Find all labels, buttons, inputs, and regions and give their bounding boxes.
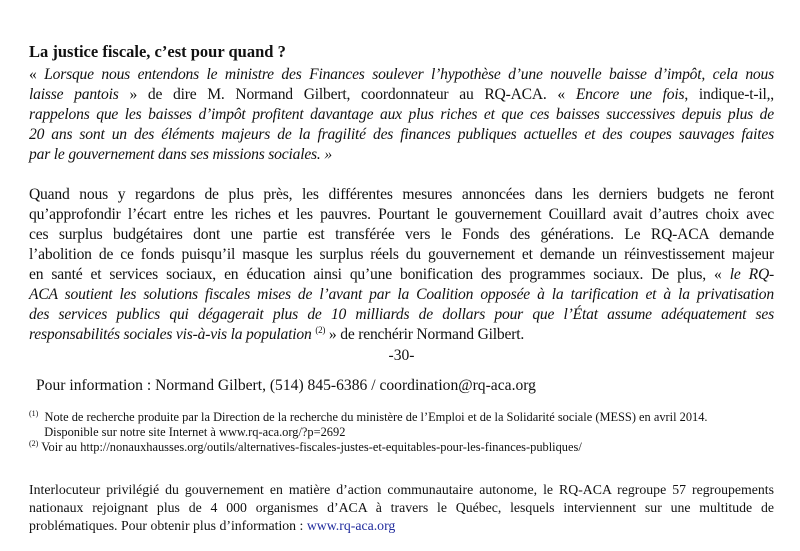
text-line <box>29 305 774 325</box>
italic-text: le RQ- <box>729 266 774 283</box>
contact-info: Pour information : Normand Gilbert, (514) 845-6386 / coordination@rq-aca.org <box>36 377 536 394</box>
italic-text: laisse pantois <box>29 86 119 103</box>
text: l’abolition de ce fonds puisqu’il masque les surplus réels du gouvernement et demande un réinvestissement majeur <box>29 246 774 263</box>
footnote-marker: (1) <box>29 409 39 418</box>
footnotes <box>29 410 708 455</box>
quote-paragraph <box>29 65 774 165</box>
website-link[interactable]: www.rq-aca.org <box>306 518 396 533</box>
text-line <box>29 65 774 85</box>
text-line <box>29 245 774 265</box>
text-line <box>29 225 774 245</box>
text-line <box>29 325 774 345</box>
text: qu’approfondir l’écart entre les riches et les pauvres. Pourtant le gouvernement Couillard avait d’autres choix avec <box>29 206 774 223</box>
italic-text: 20 ans sont un des éléments majeurs de la fragilité des finances publiques actuelles et des coupes sauvages faites <box>29 126 774 143</box>
italic-text: rappelons que les baisses d’impôt profitent davantage aux plus riches et que ces baisses successives depuis plus de <box>29 106 774 123</box>
footnote-text: Note de recherche produite par la Direction de la recherche du ministère de l’Emploi et de la Solidarité sociale (MESS) en avril 2014. <box>44 410 708 424</box>
body-paragraph <box>29 185 774 345</box>
text-line <box>29 205 774 225</box>
text: « <box>29 66 45 83</box>
text: » de renchérir Normand Gilbert. <box>325 326 525 343</box>
text-line <box>29 125 774 145</box>
text-line <box>29 85 774 105</box>
text-line <box>29 285 774 305</box>
footnote-1-continuation <box>29 425 708 440</box>
italic-text: Lorsque nous entendons le ministre des Finances soulever l’hypothèse d’une nouvelle baisse d’impôt, cela nous <box>44 66 774 83</box>
italic-text: Encore une fois <box>575 86 685 103</box>
end-mark: -30- <box>388 347 415 364</box>
footnote-reference: (2) <box>315 325 326 335</box>
footnote-2 <box>29 440 708 455</box>
italic-text: par le gouvernement dans ses missions sociales. » <box>29 146 332 163</box>
text: Quand nous y regardons de plus près, les différentes mesures annoncées dans les derniers budgets ne feront <box>29 186 774 203</box>
footnote-continuation-text: Disponible sur notre site Internet à www.rq-aca.org/?p=2692 <box>44 425 346 439</box>
text: ces surplus budgétaires dont une partie est transférée vers le Fonds des générations. Le RQ-ACA demande <box>29 226 774 243</box>
footnote-text: Voir au http://nonauxhausses.org/outils/alternatives-fiscales-justes-et-equitables-pour-les-finances-publiques/ <box>41 440 582 454</box>
text: en santé et services sociaux, en éducation ainsi qu’une bonification des programmes sociaux. De plus, « <box>29 266 730 283</box>
text: , indique-t-il,, <box>684 86 774 103</box>
about-text: Interlocuteur privilégié du gouvernement en matière d’action communautaire autonome, le RQ-ACA regroupe 57 regroupements nationaux rejoignant plus de 4 000 organismes d’ACA à travers le Québec, lesquels interviennent sur une multitude de problématiques. Pour obtenir plus d’information : <box>29 482 774 533</box>
document-title: La justice fiscale, c’est pour quand ? <box>29 42 286 61</box>
text-line <box>29 145 774 165</box>
text-line <box>29 185 774 205</box>
text-line <box>29 105 774 125</box>
italic-text: responsabilités sociales vis-à-vis la population <box>29 326 316 343</box>
text: » de dire M. Normand Gilbert, coordonnateur au RQ-ACA. « <box>118 86 576 103</box>
footnote-marker: (2) <box>29 439 39 448</box>
about-organization <box>29 481 774 535</box>
italic-text: ACA soutient les solutions fiscales mises de l’avant par la Coalition opposée à la tarification et à la privatisation <box>29 286 774 303</box>
text-line <box>29 265 774 285</box>
italic-text: des services publics qui dégagerait plus de 10 milliards de dollars pour que l’État assume adéquatement ses <box>29 306 774 323</box>
footnote-1 <box>29 410 708 425</box>
